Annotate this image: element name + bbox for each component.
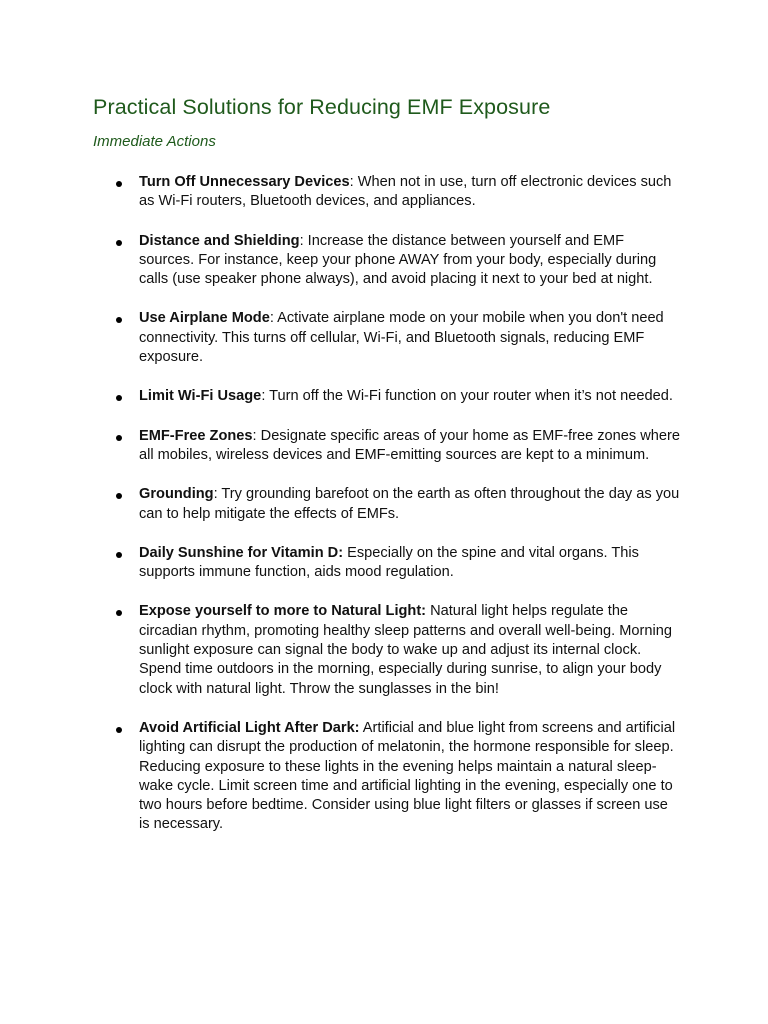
bullet-icon: [116, 435, 122, 441]
list-item: [92, 602, 682, 698]
item-term: Turn Off Unnecessary Devices: [139, 174, 350, 190]
list-item: [92, 309, 682, 367]
bullet-icon: [116, 493, 122, 499]
item-separator: :: [252, 427, 257, 444]
list-item: [92, 544, 682, 583]
list-item: [92, 232, 682, 290]
bullet-icon: [116, 317, 122, 323]
list-item: [92, 427, 682, 466]
item-term: EMF-Free Zones: [139, 427, 253, 444]
item-separator: :: [213, 486, 218, 503]
item-text: Activate airplane mode on your mobile when you don't need connectivity. This turns off cellular, Wi-Fi, and Bluetooth signals, reducing EMF exposure.: [139, 310, 664, 366]
item-term: Daily Sunshine for Vitamin D:: [139, 544, 344, 561]
item-text: Designate specific areas of your home as EMF-free zones where all mobiles, wireless devices and EMF-emitting sources are kept to a minimum.: [139, 427, 681, 463]
bullet-icon: [116, 727, 122, 733]
item-separator: :: [269, 310, 274, 327]
item-term: Expose yourself to more to Natural Light:: [139, 603, 427, 620]
list-item: [92, 719, 682, 835]
item-term: Use Airplane Mode: [139, 310, 270, 327]
item-text: When not in use, turn off electronic devices such as Wi-Fi routers, Bluetooth devices, and appliances.: [139, 174, 672, 210]
item-text: Turn off the Wi-Fi function on your router when it’s not needed.: [265, 388, 673, 405]
list-item: [92, 173, 682, 212]
page-title: Practical Solutions for Reducing EMF Exposure: [93, 95, 551, 119]
bullet-icon: [116, 240, 122, 246]
item-text: Try grounding barefoot on the earth as often throughout the day as you can to help mitigate the effects of EMFs.: [139, 486, 680, 522]
item-term: Distance and Shielding: [139, 232, 300, 249]
bullet-icon: [116, 181, 122, 187]
item-separator: :: [349, 174, 354, 190]
item-separator: :: [299, 232, 304, 249]
bullet-list: [92, 173, 682, 855]
bullet-icon: [116, 552, 122, 558]
list-item: [92, 387, 682, 406]
item-text: Natural light helps regulate the circadian rhythm, promoting healthy sleep patterns and overall well-being. Morning sunlight exposure can signal the body to wake up and adjust its internal clock. Spend time outdoors in the morning, especially during sunrise, to align your body clock with natural light. Throw the sunglasses in the bin!: [139, 603, 672, 697]
item-text: Increase the distance between yourself and EMF sources. For instance, keep your phone AWAY from your body, especially during calls (use speaker phone always), and avoid placing it next to your bed at night.: [139, 232, 657, 288]
bullet-icon: [116, 610, 122, 616]
item-text: Especially on the spine and vital organs. This supports immune function, aids mood regulation.: [139, 544, 639, 581]
section-subtitle: Immediate Actions: [93, 133, 216, 150]
item-term: Limit Wi-Fi Usage: [139, 388, 262, 405]
item-term: Avoid Artificial Light After Dark:: [139, 719, 360, 736]
bullet-icon: [116, 395, 122, 401]
item-separator: :: [261, 388, 266, 405]
list-item: [92, 485, 682, 524]
item-term: Grounding: [139, 486, 214, 503]
item-text: Artificial and blue light from screens and artificial lighting can disrupt the production of melatonin, the hormone responsible for sleep. Reducing exposure to these lights in the evening helps maintain a natural sleep-wake cycle. Limit screen time and artificial lighting in the evening, especially one to two hours before bedtime. Consider using blue light filters or glasses if screen use is necessary.: [139, 719, 676, 833]
